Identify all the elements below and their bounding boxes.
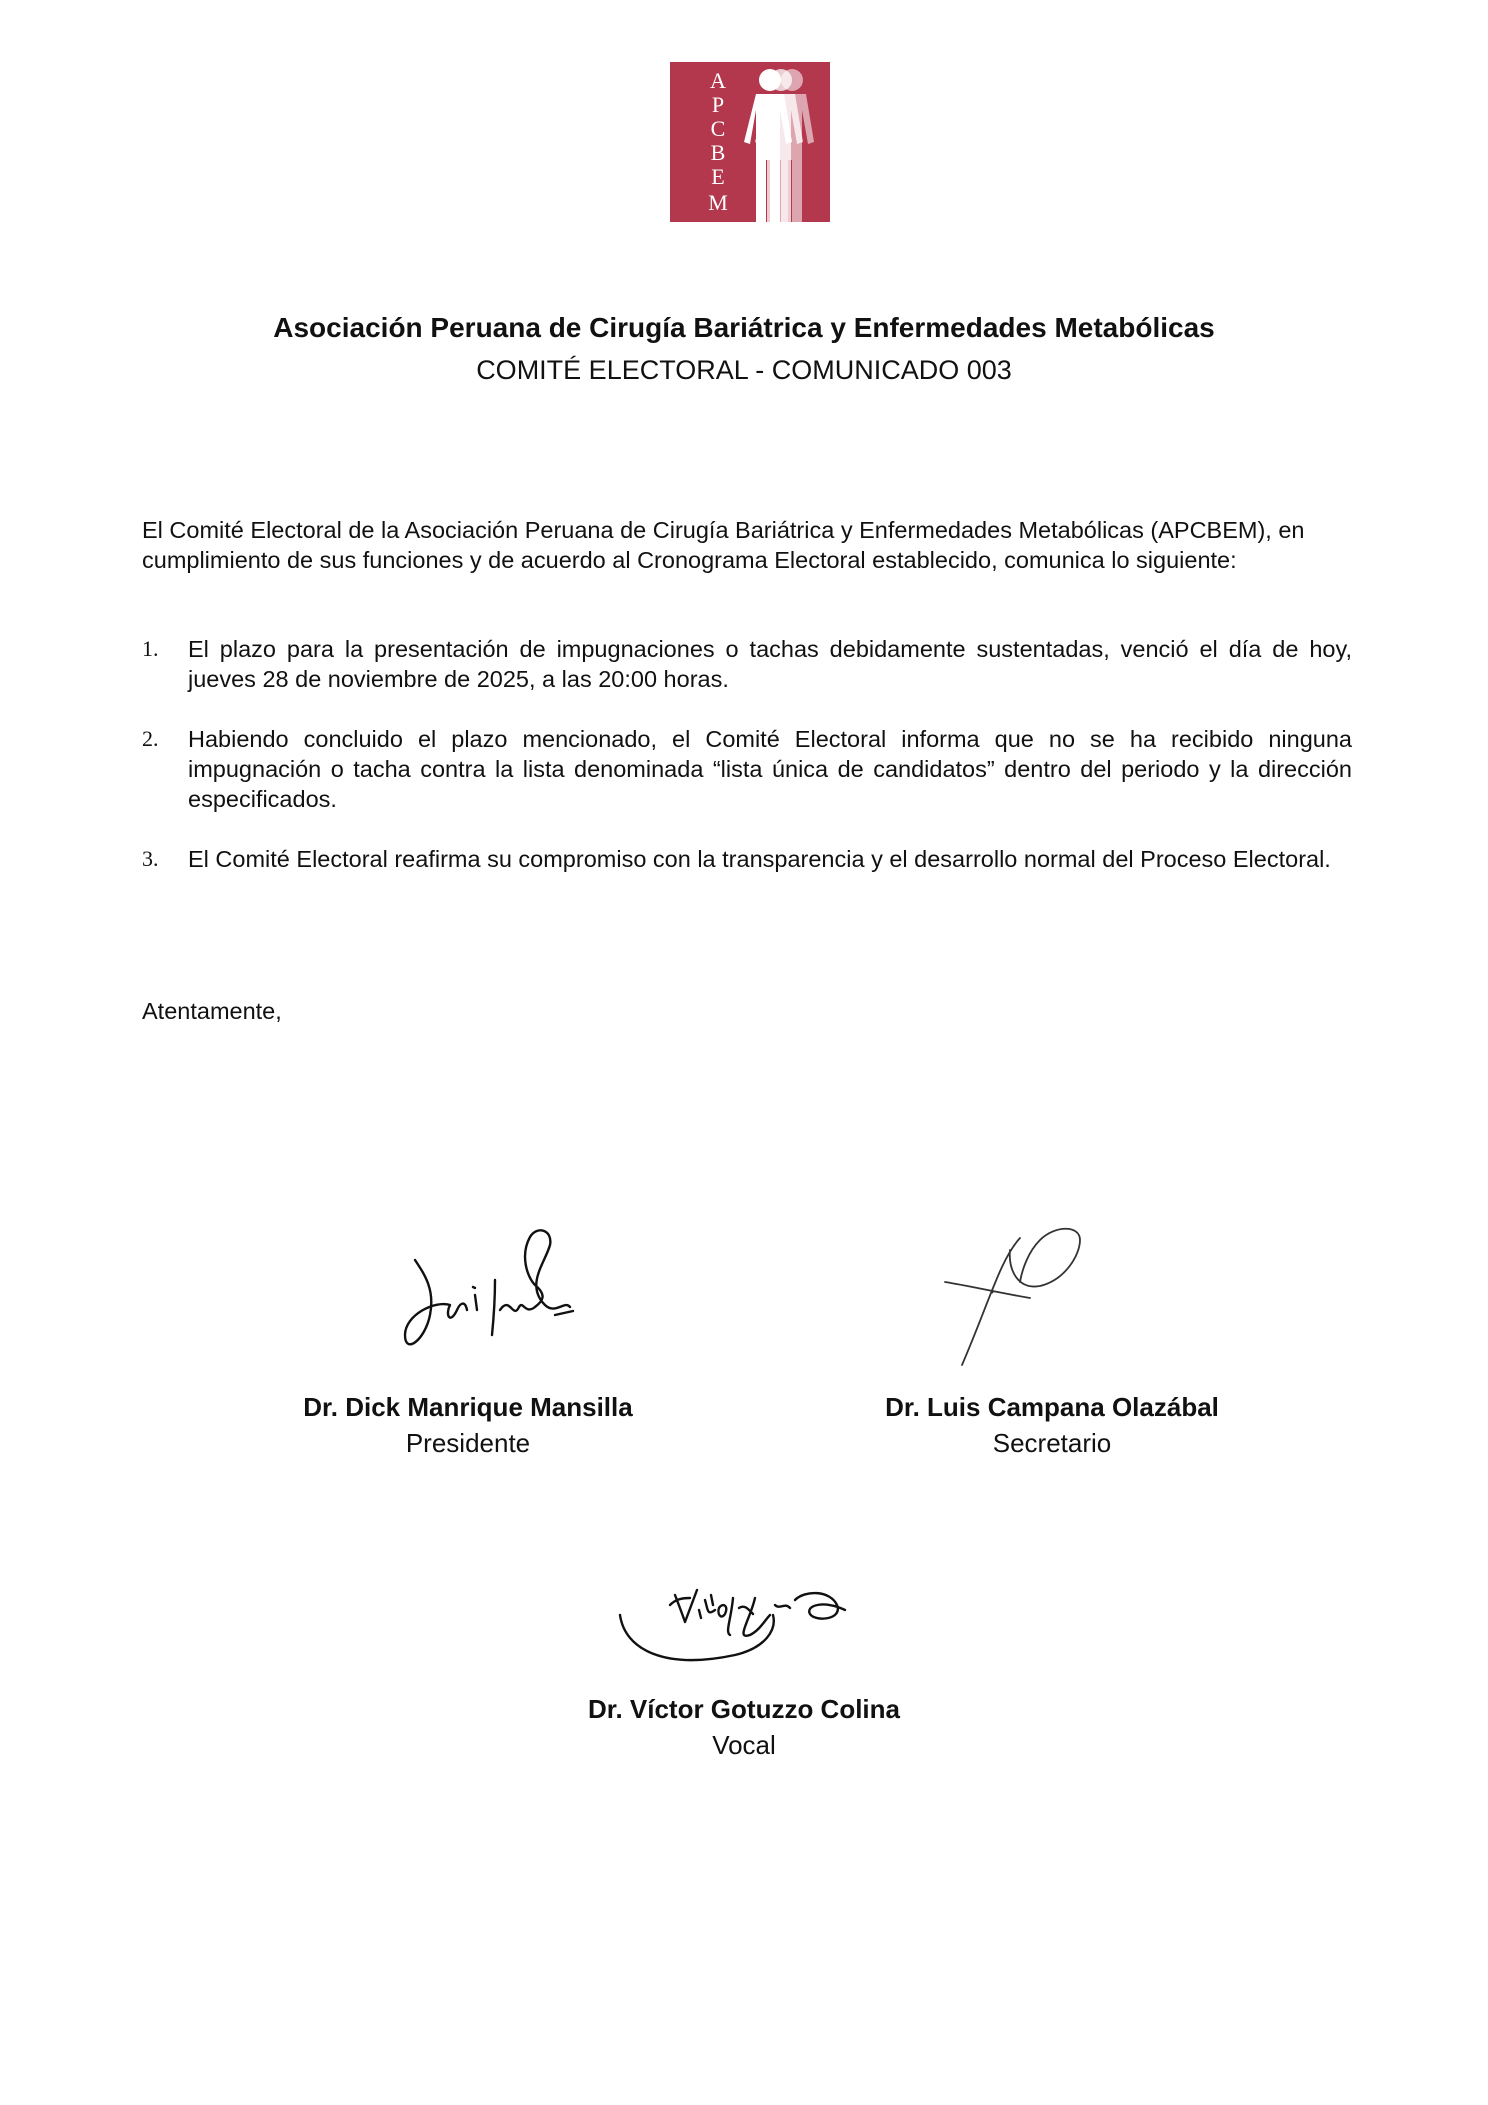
signatory-role: Presidente xyxy=(405,1428,531,1458)
list-item xyxy=(142,634,1352,694)
list-item xyxy=(142,844,1352,874)
svg-text:M: M xyxy=(708,190,728,215)
list-item-text: Habiendo concluido el plazo mencionado, el Comité Electoral informa que no se ha recibido ninguna impugnación o tacha contra la lista denominada “lista única de candidatos” dentro del periodo y la dirección especificados. xyxy=(188,726,1352,812)
signature-president xyxy=(395,1215,575,1375)
list-item-text: El plazo para la presentación de impugnaciones o tachas debidamente sustentadas, venció el día de hoy, jueves 28 de noviembre de 2025, a las 20:00 horas. xyxy=(188,636,1352,692)
document-subtitle: COMITÉ ELECTORAL - COMUNICADO 003 xyxy=(476,355,1012,385)
organization-name: Asociación Peruana de Cirugía Bariátrica y Enfermedades Metabólicas xyxy=(273,312,1215,343)
signatory-role: Secretario xyxy=(992,1428,1112,1458)
list-item xyxy=(142,724,1352,814)
signatory-role: Vocal xyxy=(712,1730,776,1760)
signatory-president xyxy=(268,1390,668,1460)
svg-text:P: P xyxy=(711,92,725,117)
signatory-name: Dr. Luis Campana Olazábal xyxy=(885,1392,1219,1422)
signature-secretary xyxy=(940,1220,1090,1370)
svg-text:E: E xyxy=(711,164,725,189)
closing-salutation: Atentamente, xyxy=(142,998,282,1024)
signatory-secretary xyxy=(852,1390,1252,1460)
signatory-name: Dr. Dick Manrique Mansilla xyxy=(303,1392,633,1422)
intro-paragraph: El Comité Electoral de la Asociación Peruana de Cirugía Bariátrica y Enfermedades Metabólicas (APCBEM), en cumplimiento de sus funciones y de acuerdo al Cronograma Electoral establecido, comunica lo siguiente: xyxy=(142,517,1305,573)
list-item-text: El Comité Electoral reafirma su compromiso con la transparencia y el desarrollo normal del Proceso Electoral. xyxy=(188,846,1331,872)
signatory-name: Dr. Víctor Gotuzzo Colina xyxy=(587,1694,900,1724)
list-item-number: 2. xyxy=(142,726,159,751)
signature-vocal xyxy=(615,1580,870,1690)
svg-text:C: C xyxy=(710,116,726,141)
list-item-number: 1. xyxy=(142,636,159,661)
svg-text:A: A xyxy=(710,68,726,93)
signatory-vocal xyxy=(544,1692,944,1762)
apcbem-logo xyxy=(670,62,830,222)
svg-text:B: B xyxy=(710,140,726,165)
announcement-list xyxy=(142,634,1352,904)
list-item-number: 3. xyxy=(142,846,159,871)
